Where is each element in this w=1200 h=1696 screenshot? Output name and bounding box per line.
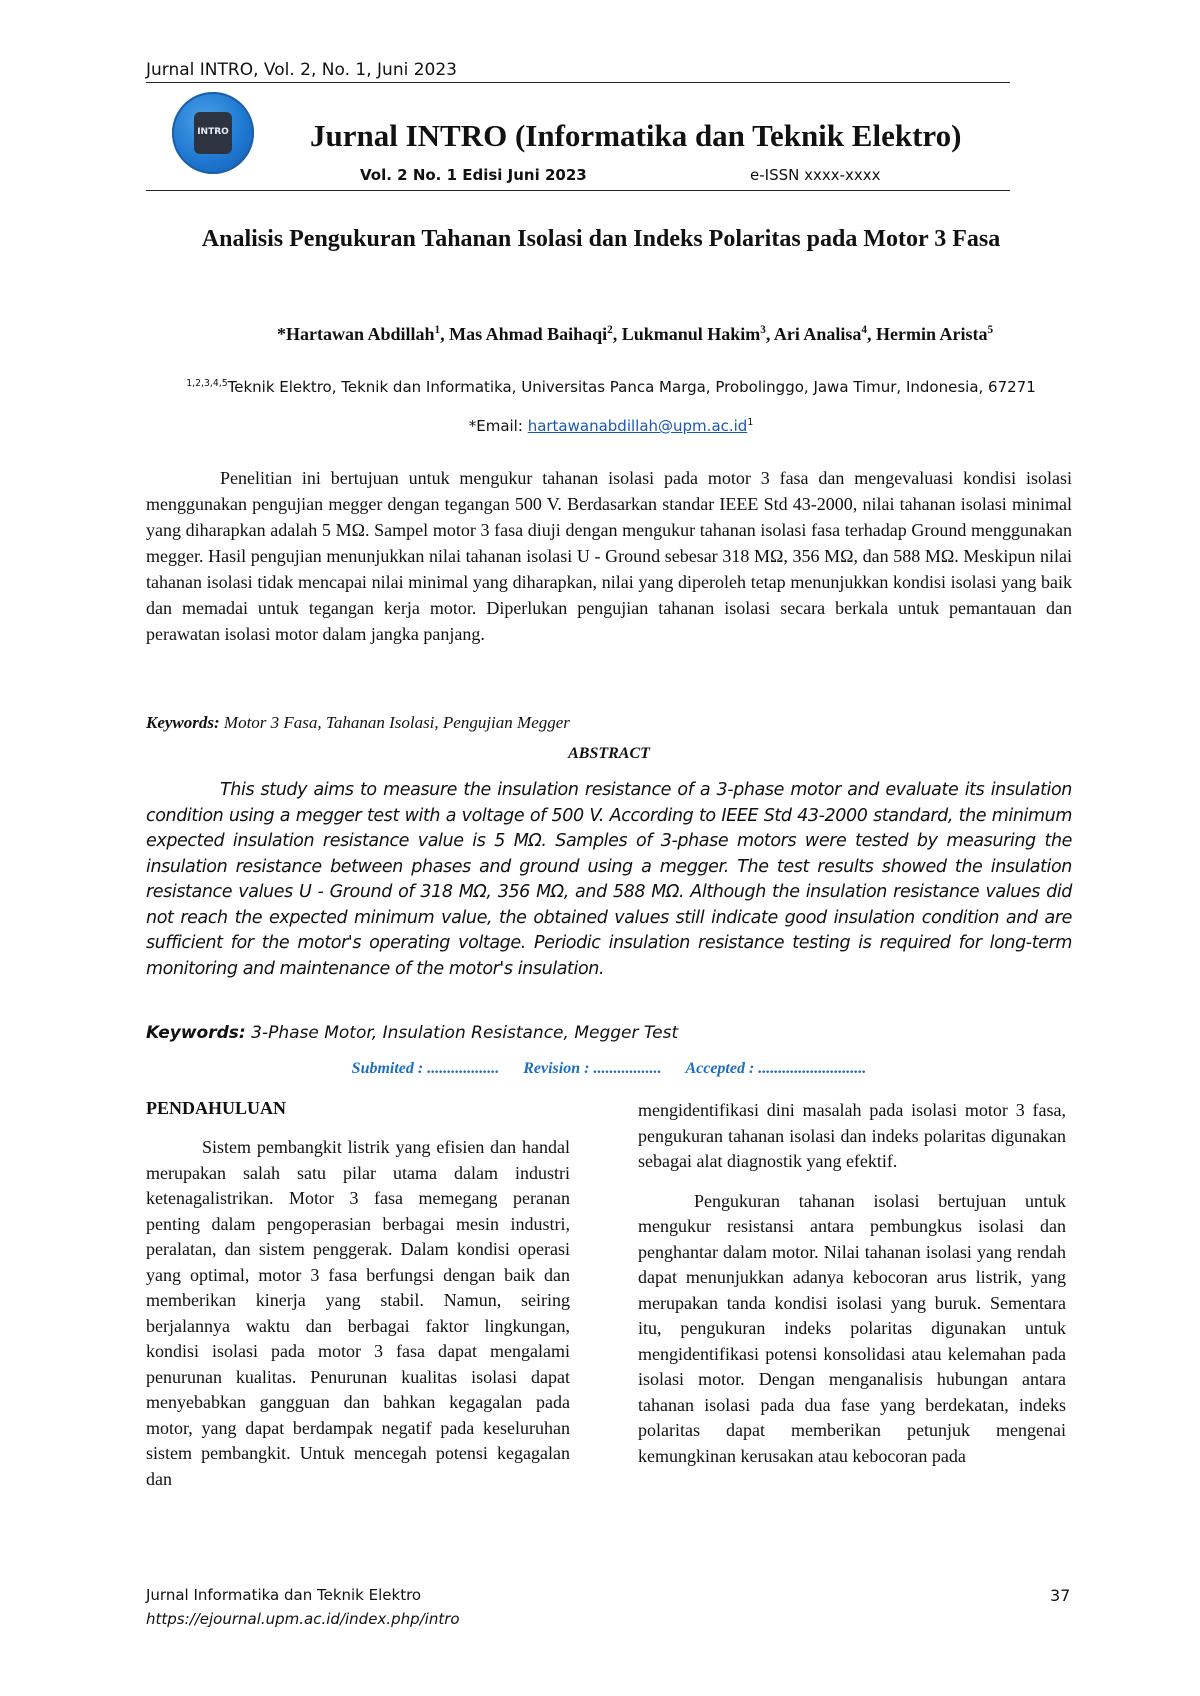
paragraph: mengidentifikasi dini masalah pada isolasi motor 3 fasa, pengukuran tahanan isolasi dan indeks polaritas digunakan sebagai alat diagnostik yang efektif.: [638, 1100, 1066, 1171]
author-list: *Hartawan Abdillah$^1$, Mas Ahmad Baihaqi$^2$, Lukmanul Hakim$^3$, Ari Analisa$^4$, Hermin Arista$^5$: [276, 324, 994, 344]
email-link[interactable]: hartawanabdillah@upm.ac.id: [527, 417, 748, 435]
issn: e-ISSN xxxx-xxxx: [750, 166, 881, 184]
revision-date: Revision : .................: [523, 1060, 662, 1077]
journal-logo: [172, 92, 254, 174]
body-column-right: [638, 1098, 1066, 1483]
abstract-english: This study aims to measure the insulation resistance of a 3-phase motor and evaluate its insulation condition using a megger test with a voltage of 500 V. According to IEEE Std 43-2000 standard, the minimum expected insulation resistance value is 5 MΩ. Samples of 3-phase motors were tested by measuring the insulation resistance between phases and ground using a megger. The test results showed the insulation resistance values U - Ground of 318 MΩ, 356 MΩ, and 588 MΩ. Although the insulation resistance values did not reach the expected minimum value, the obtained values still indicate good insulation condition and are sufficient for the motor's operating voltage. Periodic insulation resistance testing is required for long-term monitoring and maintenance of the motor's insulation.: [146, 780, 1072, 979]
footer-url[interactable]: https://ejournal.upm.ac.id/index.php/intro: [146, 1610, 460, 1628]
footer-journal-name: Jurnal Informatika dan Teknik Elektro: [146, 1586, 422, 1604]
running-head: Jurnal INTRO, Vol. 2, No. 1, Juni 2023: [146, 60, 457, 80]
email-line: *Email: $hartawanabdillah@upm.ac.id^1$: [468, 417, 754, 435]
affiliation: $^{1,2,3,4,5}$Teknik Elektro, Teknik dan Informatika, Universitas Panca Marga, Probolinggo, Jawa Timur, Indonesia, 67271: [186, 378, 1036, 396]
keywords-english: Keywords: 3-Phase Motor, Insulation Resistance, Megger Test: [146, 1023, 679, 1043]
journal-title: Jurnal INTRO (Informatika dan Teknik Elektro): [310, 118, 962, 153]
abstract-indonesian: Penelitian ini bertujuan untuk mengukur tahanan isolasi pada motor 3 fasa dan mengevaluasi kondisi isolasi menggunakan pengujian megger dengan tegangan 500 V. Berdasarkan standar IEEE Std 43-2000, nilai tahanan isolasi minimal yang diharapkan adalah 5 MΩ. Sampel motor 3 fasa diuji dengan mengukur tahanan isolasi fasa terhadap Ground menggunakan megger. Hasil pengujian menunjukkan nilai tahanan isolasi U - Ground sebesar 318 MΩ, 356 MΩ, dan 588 MΩ. Meskipun nilai tahanan isolasi tidak mencapai nilai minimal yang diharapkan, nilai yang diperoleh tetap menunjukkan kondisi isolasi yang baik dan memadai untuk tegangan kerja motor. Diperlukan pengujian tahanan isolasi secara berkala untuk pemantauan dan perawatan isolasi motor dalam jangka panjang.: [146, 468, 1072, 644]
paragraph: Sistem pembangkit listrik yang efisien dan handal merupakan salah satu pilar utama dalam industri ketenagalistrikan. Motor 3 fasa memegang peranan penting dalam pengoperasian berbagai mesin industri, peralatan, dan sistem penggerak. Dalam kondisi operasi yang optimal, motor 3 fasa berfungsi dengan baik dan memberikan kinerja yang stabil. Namun, seiring berjalannya waktu dan berbagai faktor lingkungan, kondisi isolasi pada motor 3 fasa dapat mengalami penurunan kualitas. Penurunan kualitas isolasi dapat menyebabkan gangguan dan bahkan kegagalan pada motor, yang dapat berdampak negatif pada keseluruhan sistem pembangkit. Untuk mencegah potensi kegagalan dan: [146, 1137, 570, 1489]
header-top-rule: [146, 82, 1010, 83]
page-number: 37: [1050, 1586, 1071, 1605]
section-heading: PENDAHULUAN: [146, 1098, 287, 1118]
abstract-heading: ABSTRACT: [568, 745, 650, 762]
volume-line: Vol. 2 No. 1 Edisi Juni 2023: [360, 166, 587, 184]
body-column-left: [146, 1135, 570, 1506]
submission-dates: [146, 1060, 1072, 1078]
submited-date: Submited : ..................: [351, 1060, 500, 1077]
journal-logo-mark: INTRO: [194, 112, 232, 154]
keywords-indonesian: Keywords: Motor 3 Fasa, Tahanan Isolasi, Pengujian Megger: [146, 713, 570, 732]
paper-title: Analisis Pengukuran Tahanan Isolasi dan Indeks Polaritas pada Motor 3 Fasa: [201, 226, 1001, 252]
paragraph: Pengukuran tahanan isolasi bertujuan untuk mengukur resistansi antara pembungkus isolasi dan penghantar dalam motor. Nilai tahanan isolasi yang rendah dapat menunjukkan adanya kebocoran arus listrik, yang merupakan tanda kondisi isolasi yang buruk. Sementara itu, pengukuran indeks polaritas digunakan untuk mengidentifikasi potensi konsolidasi atau kelemahan pada isolasi motor. Dengan menganalisis hubungan antara tahanan isolasi pada dua fase yang berdekatan, indeks polaritas dapat memberikan petunjuk mengenai kemungkinan kerusakan atau kebocoran pada: [638, 1190, 1066, 1466]
accepted-date: Accepted : ...........................: [685, 1060, 867, 1077]
header-bottom-rule: [146, 190, 1010, 191]
